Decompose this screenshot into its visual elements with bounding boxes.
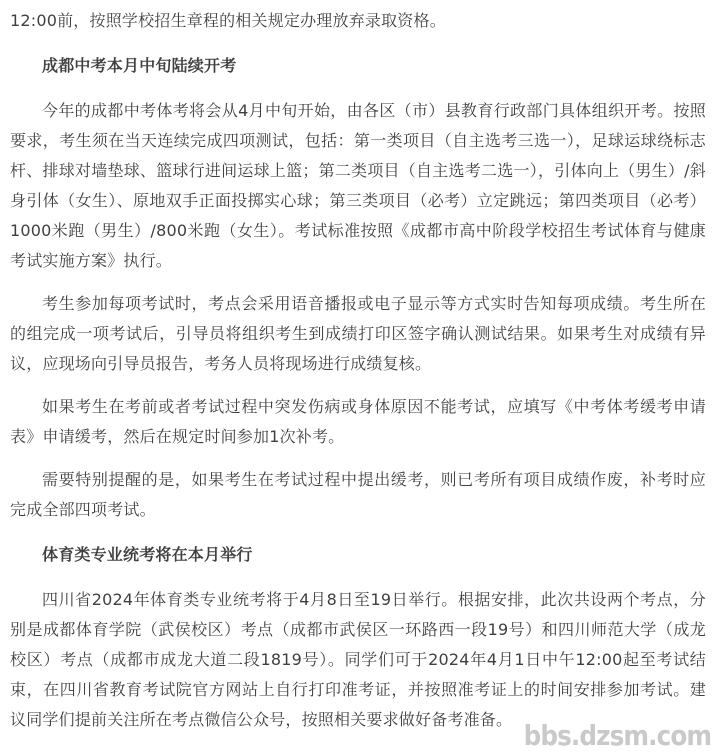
- paragraph-score-announcement: 考生参加每项考试时，考点会采用语音播报或电子显示等方式实时告知每项成绩。考生所在的组完成一项考试后，引导员将组织考生到成绩打印区签字确认测试结果。如果考生对成绩有异议，应现场向引导员报告，考务人员将现场进行成绩复核。: [10, 294, 706, 373]
- paragraph-exam-schedule-and-items: 今年的成都中考体考将会从4月中旬开始，由各区（市）县教育行政部门具体组织开考。按照要求，考生须在当天连续完成四项测试，包括：第一类项目（自主选考三选一），足球运球绕标志杆、排球对墙垫球、篮球行进间运球上篮；第二类项目（自主选考二选一），引体向上（男生）/斜身引体（女生）、原地双手正面投掷实心球；第三类项目（必考）立定跳远；第四类项目（必考）1000米跑（男生）/800米跑（女生）。考试标准按照《成都市高中阶段学校招生考试体育与健康考试实施方案》执行。: [10, 101, 706, 270]
- paragraph-deferred-exam-application: 如果考生在考前或者考试过程中突发伤病或身体原因不能考试，应填写《中考体考缓考申请表》申请缓考，然后在规定时间参加1次补考。: [10, 397, 706, 446]
- paragraph-continuation: 12:00前，按照学校招生章程的相关规定办理放弃录取资格。: [10, 11, 446, 30]
- paragraph-deferred-exam-reminder: 需要特别提醒的是，如果考生在考试过程中提出缓考，则已考所有项目成绩作废，补考时应完成全部四项考试。: [10, 470, 706, 519]
- watermark-site-logo: bbs.dzsm.com: [523, 719, 711, 752]
- section-heading-chengdu-zhongkao-pe-exam: 成都中考本月中旬陆续开考: [42, 56, 237, 75]
- paragraph-sichuan-sports-exam-details: 四川省2024年体育类专业统考将于4月8日至19日举行。根据安排，此次共设两个考点，分别是成都体育学院（武侯校区）考点（成都市武侯区一环路西一段19号）和四川师范大学（成龙校区）考点（成都市成龙大道二段1819号）。同学们可于2024年4月1日中午12:00起至考试结束，在四川省教育考试院官方网站上自行打印准考证，并按照准考证上的时间安排参加考试。建议同学们提前关注所在考点微信公众号，按照相关要求做好备考准备。: [10, 590, 706, 729]
- section-heading-sports-major-unified-exam: 体育类专业统考将在本月举行: [42, 545, 253, 564]
